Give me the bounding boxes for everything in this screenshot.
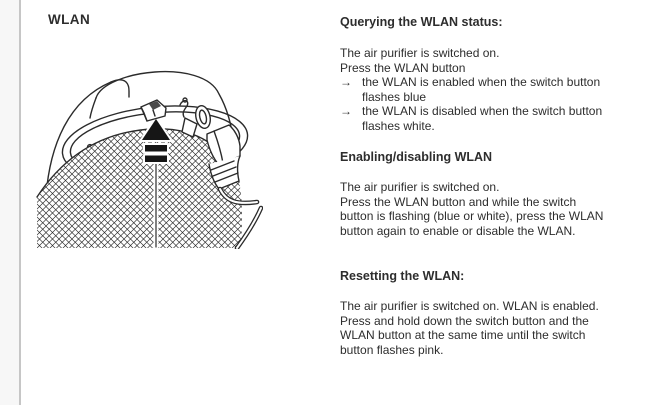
body-line: button flashes pink. bbox=[340, 342, 444, 357]
body-line: The air purifier is switched on. bbox=[340, 180, 500, 194]
bullet-line: flashes white. bbox=[362, 118, 435, 133]
bullet-line: the WLAN is disabled when the switch button bbox=[362, 104, 603, 119]
section-heading-reset: Resetting the WLAN: bbox=[340, 269, 465, 283]
instruction-column bbox=[340, 0, 646, 405]
body-line: The air purifier is switched on. bbox=[340, 46, 500, 60]
body-line: Press and hold down the switch button and the bbox=[340, 313, 589, 328]
bullet-line: the WLAN is enabled when the switch button bbox=[362, 75, 601, 90]
body-line: The air purifier is switched on. WLAN is enabled. bbox=[340, 299, 599, 313]
hook-detail bbox=[180, 98, 197, 137]
right-arrow-icon: → bbox=[340, 104, 351, 119]
bullet-text bbox=[362, 104, 646, 133]
bullet-line: flashes blue bbox=[362, 89, 427, 104]
body-line: Press the WLAN button and while the switch bbox=[340, 194, 577, 209]
section-body-reset bbox=[340, 299, 646, 357]
body-line: Press the WLAN button bbox=[340, 60, 466, 75]
arrow-bullet-item bbox=[340, 75, 646, 104]
bullet-text bbox=[362, 75, 646, 104]
body-line: WLAN button at the same time until the switch bbox=[340, 328, 586, 343]
page-left-margin-strip bbox=[0, 0, 21, 405]
section-body-query-status bbox=[340, 46, 646, 134]
section-heading-enable-disable: Enabling/disabling WLAN bbox=[340, 150, 493, 164]
body-line: button is flashing (blue or white), press the WLAN bbox=[340, 209, 604, 224]
section-body-enable-disable bbox=[340, 180, 646, 238]
press-arrow-icon bbox=[142, 119, 170, 162]
right-arrow-icon: → bbox=[340, 75, 351, 90]
page-title: WLAN bbox=[48, 12, 91, 27]
wlan-switch bbox=[141, 100, 166, 121]
arrow-bullet-item bbox=[340, 104, 646, 133]
body-line: button again to enable or disable the WLAN. bbox=[340, 223, 576, 238]
section-heading-query-status: Querying the WLAN status: bbox=[340, 15, 503, 29]
air-purifier-illustration bbox=[33, 44, 263, 249]
